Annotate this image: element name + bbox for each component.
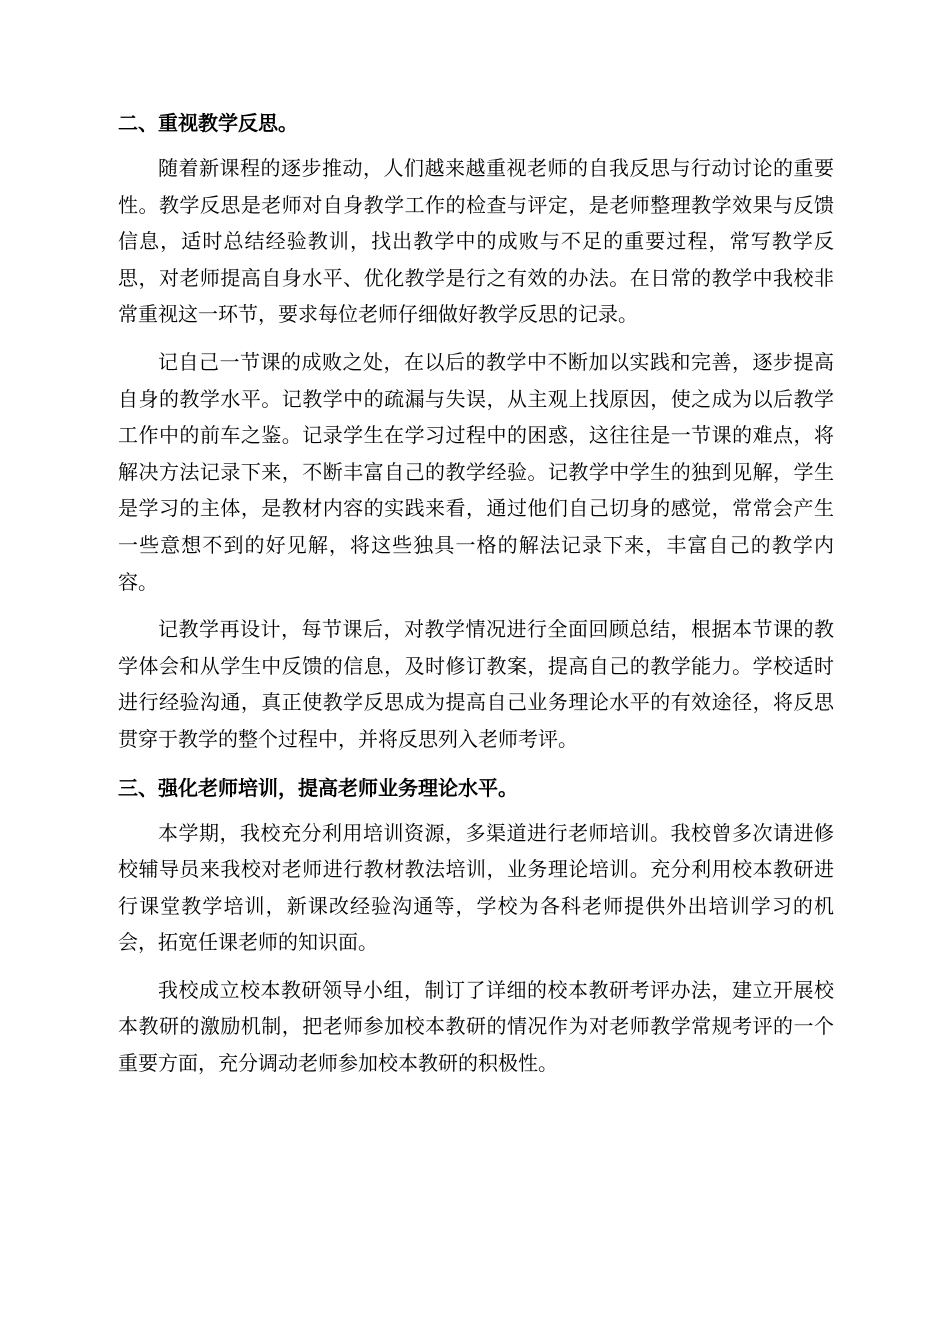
paragraph-reflection-record: 记自己一节课的成败之处，在以后的教学中不断加以实践和完善，逐步提高自身的教学水平。记教学中的疏漏与失误，从主观上找原因，使之成为以后教学工作中的前车之鉴。记录学生在学习过程中的困惑，这往往是一节课的难点，将解决方法记录下来，不断丰富自己的教学经验。记教学中学生的独到见解，学生是学习的主体，是教材内容的实践来看，通过他们自己切身的感觉，常常会产生一些意想不到的好见解，将这些独具一格的解法记录下来，丰富自己的教学内容。: [118, 349, 834, 594]
paragraph-training-group: 我校成立校本教研领导小组，制订了详细的校本教研考评办法，建立开展校本教研的激励机制，把老师参加校本教研的情况作为对老师教学常规考评的一个重要方面，充分调动老师参加校本教研的积极性。: [118, 977, 834, 1076]
document-page: [118, 104, 834, 1093]
paragraph-reflection-intro: 随着新课程的逐步推动，人们越来越重视老师的自我反思与行动讨论的重要性。教学反思是老师对自身教学工作的检查与评定，是老师整理教学效果与反馈信息，适时总结经验教训，找出教学中的成败与不足的重要过程，常写教学反思，对老师提高自身水平、优化教学是行之有效的办法。在日常的教学中我校非常重视这一环节，要求每位老师仔细做好教学反思的记录。: [118, 156, 834, 327]
section-heading-training: 三、强化老师培训，提高老师业务理论水平。: [118, 775, 518, 800]
paragraph-reflection-redesign: 记教学再设计，每节课后，对教学情况进行全面回顾总结，根据本节课的教学体会和从学生中反馈的信息，及时修订教案，提高自己的教学能力。学校适时进行经验沟通，真正使教学反思成为提高自己业务理论水平的有效途径，将反思贯穿于教学的整个过程中，并将反思列入老师考评。: [118, 617, 834, 751]
section-heading-reflection: 二、重视教学反思。: [118, 111, 298, 135]
paragraph-training-resources: 本学期，我校充分利用培训资源，多渠道进行老师培训。我校曾多次请进修校辅导员来我校对老师进行教材教法培训，业务理论培训。充分利用校本教研进行课堂教学培训，新课改经验沟通等，学校为各科老师提供外出培训学习的机会，拓宽任课老师的知识面。: [118, 820, 834, 955]
